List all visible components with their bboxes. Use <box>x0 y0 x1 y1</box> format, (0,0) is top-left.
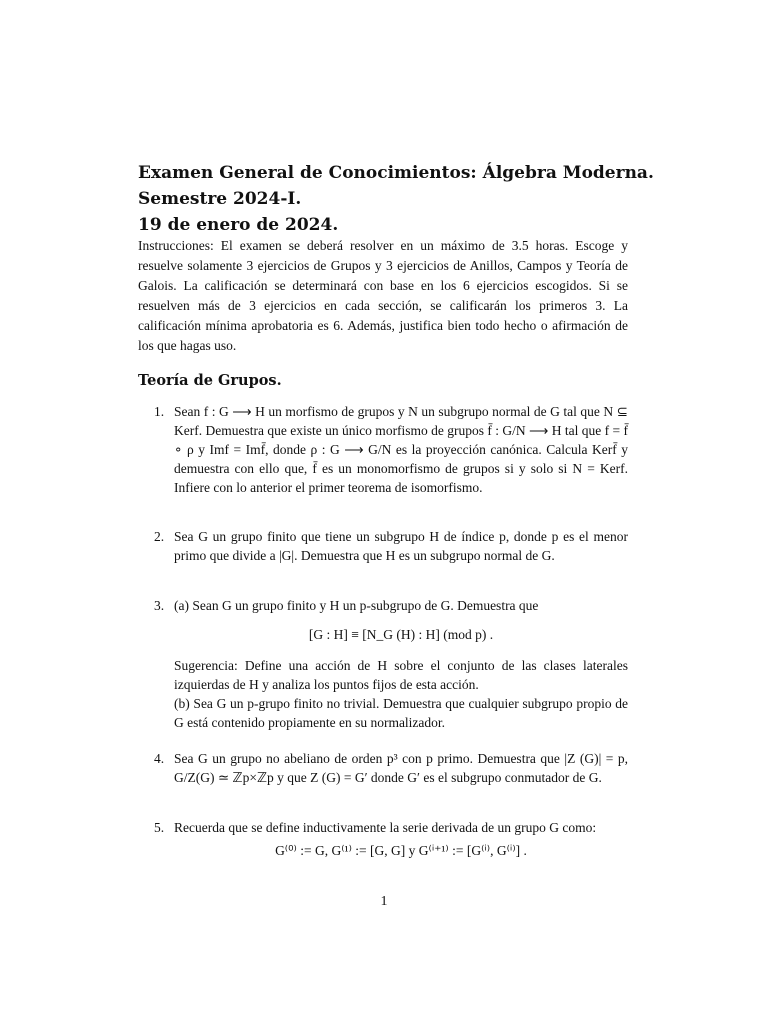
exercise-number: 1. <box>154 404 165 419</box>
exercise-hint: Sugerencia: Define una acción de H sobre el conjunto de las clases laterales izquierdas de H y analiza los puntos fijos de esta acción. <box>174 658 628 692</box>
title-line-2: Semestre 2024-I. <box>138 189 302 209</box>
exercise-2 <box>154 527 628 565</box>
instructions-paragraph: Instrucciones: El examen se deberá resolver en un máximo de 3.5 horas. Escoge y resuelve solamente 3 ejercicios de Grupos y 3 ejercicios de Anillos, Campos y Teoría de Galois. La calificación se determinará con base en los 6 ejercicios escogidos. Si se resuelven más de 3 ejercicios en cada sección, se calificarán los primeros 3. La calificación mínima aprobatoria es 6. Además, justifica bien todo hecho o afirmación de los que hagas uso. <box>138 238 628 353</box>
exercise-number: 5. <box>154 820 165 835</box>
display-formula: [G : H] ≡ [N_G (H) : H] (mod p) . <box>308 627 494 642</box>
exercise-5 <box>154 818 628 860</box>
exam-title <box>138 160 658 238</box>
exercise-text: Sea G un grupo finito que tiene un subgrupo H de índice p, donde p es el menor primo que divide a |G|. Demuestra que H es un subgrupo normal de G. <box>174 529 628 563</box>
title-line-3: 19 de enero de 2024. <box>138 215 339 235</box>
exercise-text: Sean f : G ⟶ H un morfismo de grupos y N un subgrupo normal de G tal que N ⊆ Kerf. Demuestra que existe un único morfismo de grupos f̄ : G/N ⟶ H tal que f = f̄ ∘ ρ y Imf = Imf̄, donde ρ : G ⟶ G/N es la proyección canónica. Calcula Kerf̄ y demuestra con ello que, f̄ es un monomorfismo de grupos si y solo si N = Kerf. Infiere con lo anterior el primer teorema de isomorfismo. <box>174 404 628 495</box>
exercise-number: 2. <box>154 529 165 544</box>
title-line-1: Examen General de Conocimientos: Álgebra Moderna. <box>138 163 654 183</box>
exercise-text: Recuerda que se define inductivamente la serie derivada de un grupo G como: <box>174 820 597 835</box>
exercise-part-b: (b) Sea G un p-grupo finito no trivial. Demuestra que cualquier subgrupo propio de G está contenido propiamente en su normalizador. <box>174 696 628 730</box>
section-title: Teoría de Grupos. <box>138 372 282 389</box>
exercise-number: 4. <box>154 751 165 766</box>
exercise-3 <box>154 596 628 732</box>
page-number: 1 <box>380 894 388 909</box>
display-formula: G⁽⁰⁾ := G, G⁽¹⁾ := [G, G] y G⁽ⁱ⁺¹⁾ := [G⁽ⁱ⁾, G⁽ⁱ⁾] . <box>275 843 527 858</box>
exercise-4 <box>154 749 628 787</box>
exercise-text: (a) Sean G un grupo finito y H un p-subgrupo de G. Demuestra que <box>174 598 539 613</box>
exercise-1 <box>154 402 628 497</box>
exercise-number: 3. <box>154 598 165 613</box>
exercise-text: Sea G un grupo no abeliano de orden p³ con p primo. Demuestra que |Z (G)| = p, G/Z(G) ≃ ℤp×ℤp y que Z (G) = G′ donde G′ es el subgrupo conmutador de G. <box>174 751 628 785</box>
